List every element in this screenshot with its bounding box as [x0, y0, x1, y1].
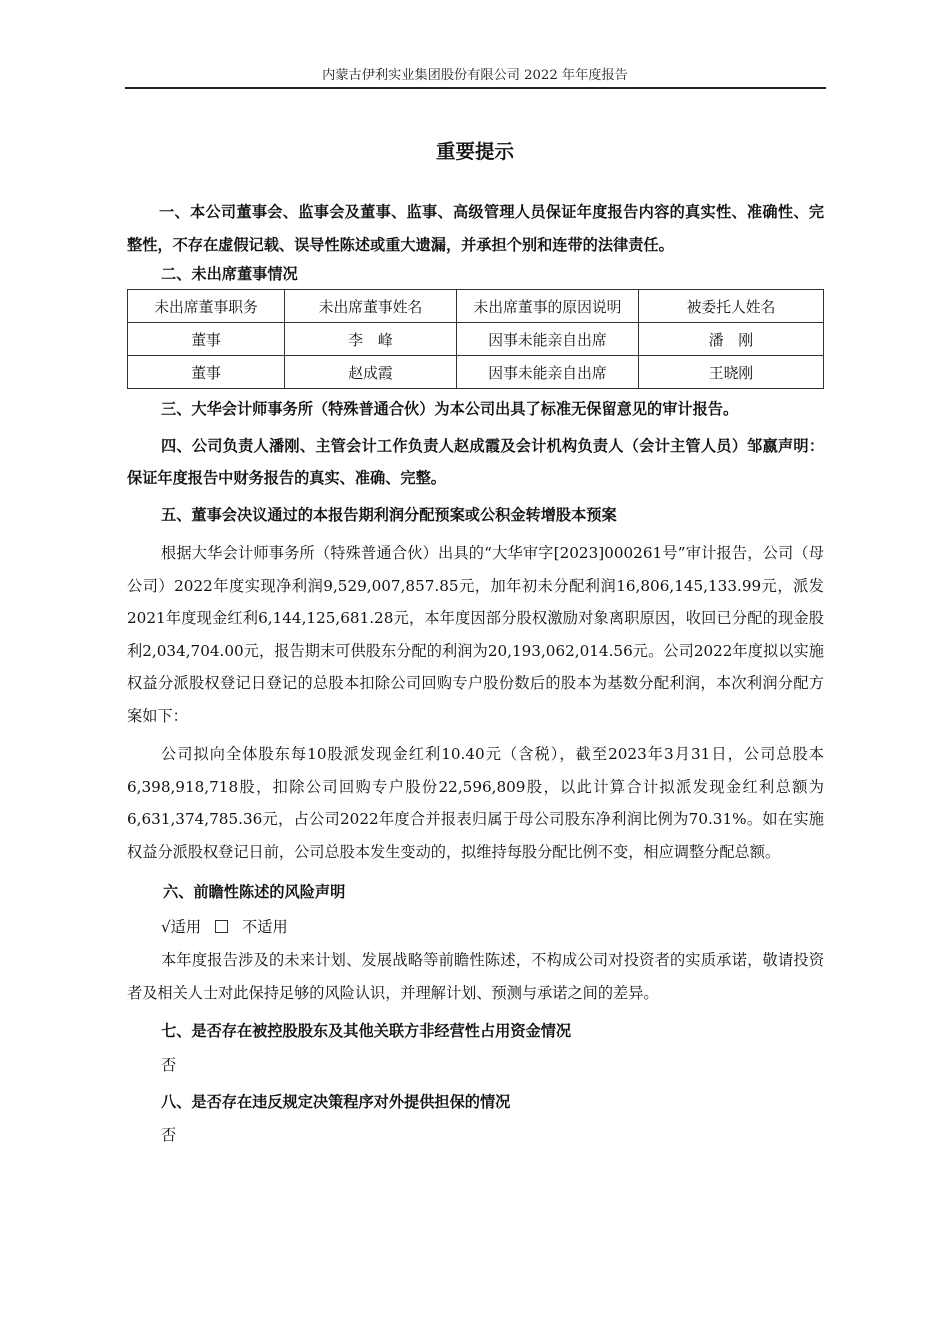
page-title: 重要提示: [435, 140, 514, 163]
section-3-statement: 三、大华会计师事务所（特殊普通合伙）为本公司出具了标准无保留意见的审计报告。: [161, 400, 739, 418]
document-body: [127, 196, 824, 1152]
table-cell: 因事未能亲自出席: [457, 323, 639, 356]
section-5-paragraph-2: 公司拟向全体股东每10股派发现金红利10.40元（含税），截至2023年3月31日，公司总股本6,398,918,718股，扣除公司回购专户股份22,596,809股，以此计算合计拟派发现金红利总额为6,631,374,785.36元，占公司2022年度合并报表归属于母公司股东净利润比例为70.31%。如在实施权益分派股权登记日前，公司总股本发生变动的，拟维持每股分配比例不变，相应调整分配总额。: [127, 745, 824, 861]
header-rule: [125, 87, 826, 89]
table-header-cell: 未出席董事职务: [128, 290, 285, 323]
section-6-heading: 六、前瞻性陈述的风险声明: [163, 883, 346, 901]
option-applicable: √适用: [161, 918, 202, 936]
table-cell: 董事: [128, 323, 285, 356]
checkbox-empty-icon: [215, 920, 228, 933]
section-8-answer: 否: [161, 1126, 177, 1144]
absent-directors-table: [127, 289, 824, 389]
table-row: [128, 323, 824, 356]
option-not-applicable: 不适用: [215, 918, 302, 936]
table-header-cell: 未出席董事姓名: [285, 290, 457, 323]
section-5-heading: 五、董事会决议通过的本报告期利润分配预案或公积金转增股本预案: [161, 505, 617, 524]
table-cell: 因事未能亲自出席: [457, 356, 639, 389]
section-5-paragraph-1: 根据大华会计师事务所（特殊普通合伙）出具的“大华审字[2023]000261号”审计报告，公司（母公司）2022年度实现净利润9,529,007,857.85元，加年初未分配利润16,806,145,133.99元，派发2021年度现金红利6,144,125,681.28元，本年度因部分股权激励对象离职原因，收回已分配的现金股利2,034,704.00元，报告期末可供股东分配的利润为20,193,062,014.56元。公司2022年度拟以实施权益分派股权登记日登记的总股本扣除公司回购专户股份数后的股本为基数分配利润，本次利润分配方案如下：: [127, 544, 824, 725]
applicability-options: [127, 910, 824, 944]
section-4-statement: 四、公司负责人潘刚、主管会计工作负责人赵成霞及会计机构负责人（会计主管人员）邹嬴声明：保证年度报告中财务报告的真实、准确、完整。: [127, 436, 824, 487]
section-7-heading: 七、是否存在被控股股东及其他关联方非经营性占用资金情况: [161, 1022, 572, 1040]
section-8-heading: 八、是否存在违反规定决策程序对外提供担保的情况: [161, 1092, 511, 1111]
section-1-statement: 一、本公司董事会、监事会及董事、监事、高级管理人员保证年度报告内容的真实性、准确性、完整性，不存在虚假记载、误导性陈述或重大遗漏，并承担个别和连带的法律责任。: [127, 203, 824, 254]
table-header-cell: 被委托人姓名: [639, 290, 824, 323]
table-cell: 李 峰: [285, 323, 457, 356]
table-cell: 王晓刚: [639, 356, 824, 389]
table-header-cell: 未出席董事的原因说明: [457, 290, 639, 323]
table-cell: 赵成霞: [285, 356, 457, 389]
running-header: 内蒙古伊利实业集团股份有限公司 2022 年年度报告: [322, 68, 628, 83]
table-row: [128, 356, 824, 389]
table-cell: 董事: [128, 356, 285, 389]
table-cell: 潘 刚: [639, 323, 824, 356]
section-6-body: 本年度报告涉及的未来计划、发展战略等前瞻性陈述，不构成公司对投资者的实质承诺，敬请投资者及相关人士对此保持足够的风险认识，并理解计划、预测与承诺之间的差异。: [127, 951, 824, 1002]
section-7-answer: 否: [161, 1055, 177, 1074]
table-header-row: [128, 290, 824, 323]
section-2-heading: 二、未出席董事情况: [161, 265, 298, 283]
